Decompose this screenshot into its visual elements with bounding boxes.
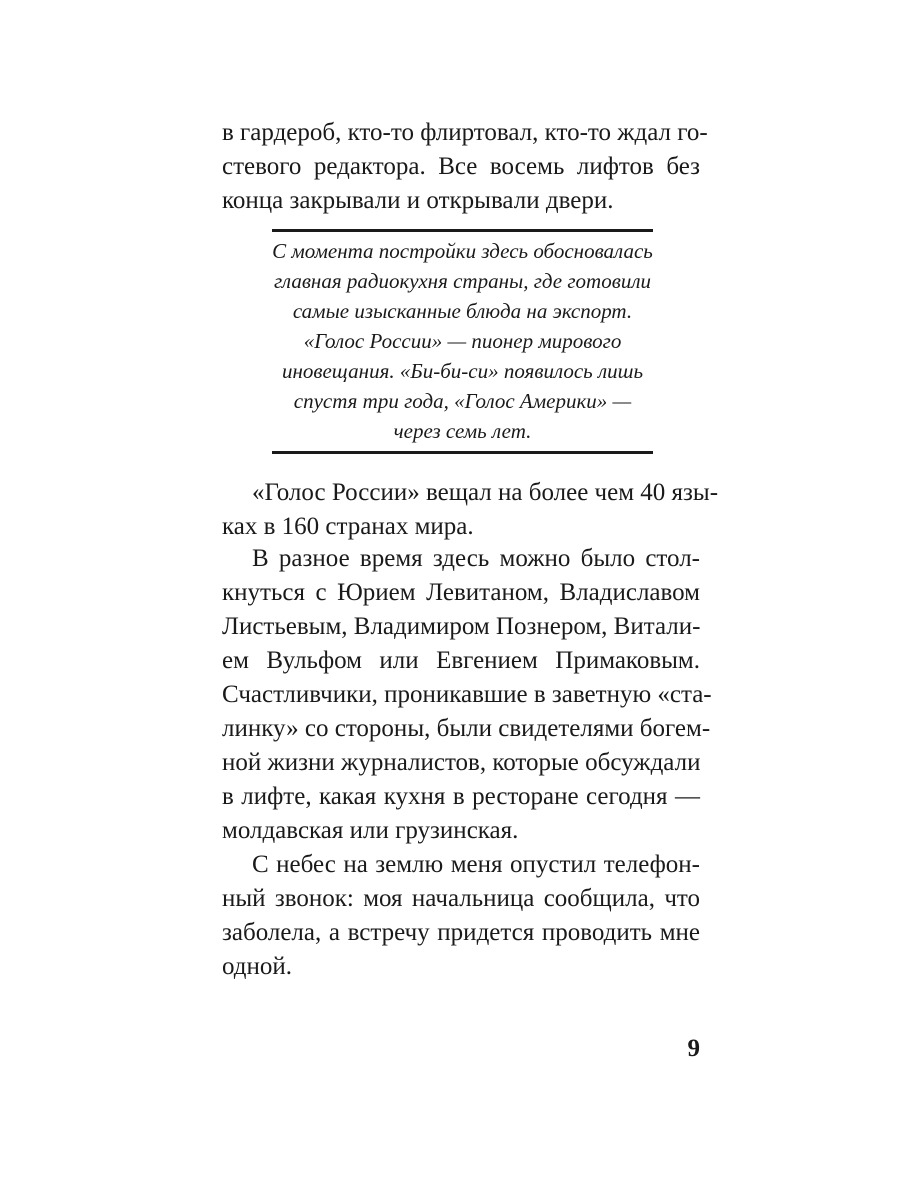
text-line: кнуться с Юрием Левитаном, Владиславом [222,579,700,606]
text-line: ный звонок: моя начальница сообщила, что [222,885,700,912]
text-line: Листьевым, Владимиром Познером, Витали- [222,613,701,640]
text-line: заболела, а встречу придется проводить мне [222,919,700,946]
text-line: стевого редактора. Все восемь лифтов без [222,153,700,180]
text-line: в гардероб, кто-то флиртовал, кто-то ждал го- [222,119,708,146]
text-line: в лифте, какая кухня в ресторане сегодня — [222,783,700,810]
quote-line: С момента постройки здесь обосновалась [272,239,653,263]
quote-line: главная радиокухня страны, где готовили [273,269,651,293]
quote-line: иновещания. «Би-би-си» появилось лишь [281,359,644,383]
text-line: «Голос России» вещал на более чем 40 язы- [252,479,719,506]
page-number: 9 [687,1035,700,1062]
quote-bottom-rule [272,451,653,454]
quote-line: через семь лет. [393,419,532,443]
quote-top-rule [272,229,653,232]
text-line: линку» со стороны, были свидетелями богем- [222,715,711,742]
quote-line: спустя три года, «Голос Америки» — [293,389,632,413]
text-line: молдавская или грузинская. [222,817,519,844]
text-line: ках в 160 странах мира. [222,513,474,540]
quote-line: «Голос России» — пионер мирового [303,329,622,353]
text-line: ем Вульфом или Евгением Примаковым. [222,647,700,674]
text-line: В разное время здесь можно было стол- [252,545,700,572]
text-line: Счастливчики, проникавшие в заветную «ста- [222,681,712,708]
text-line: С небес на землю меня опустил телефон- [252,851,700,878]
text-line: конца закрывали и открывали двери. [222,187,614,214]
quote-line: самые изысканные блюда на экспорт. [292,299,633,323]
text-line: одной. [222,953,293,980]
text-line: ной жизни журналистов, которые обсуждали [222,749,701,776]
